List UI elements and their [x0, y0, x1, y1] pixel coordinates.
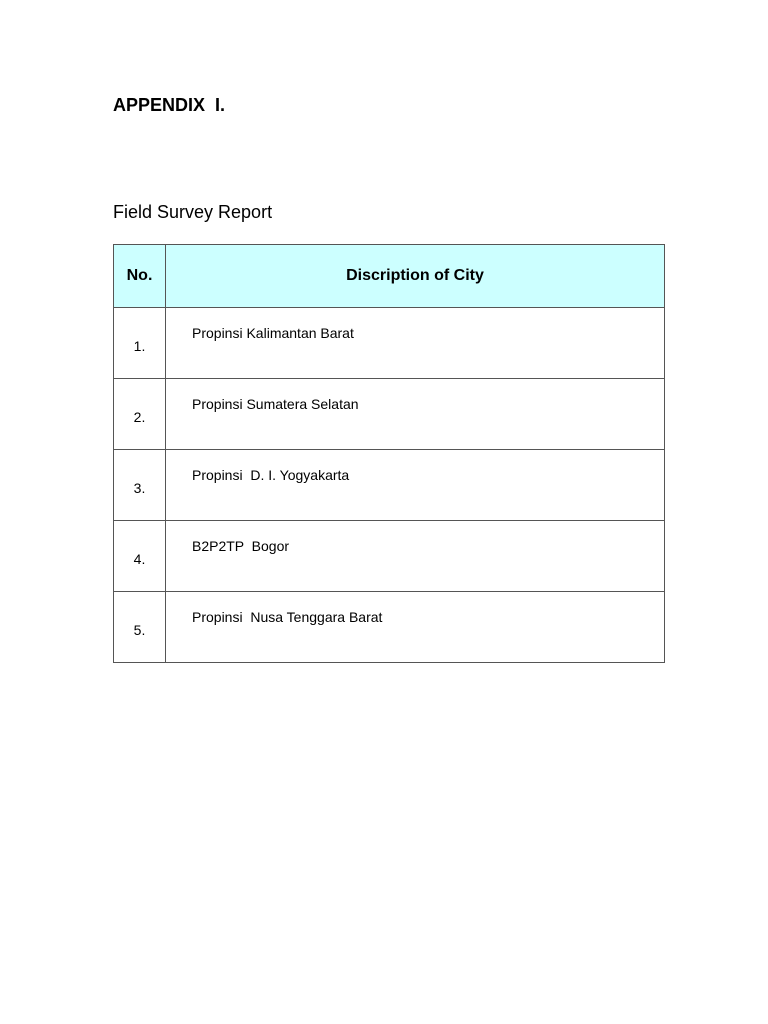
row-number: 5.: [114, 592, 166, 663]
table-row: [114, 379, 665, 450]
row-description: Propinsi Nusa Tenggara Barat: [166, 592, 665, 663]
table-header: [114, 245, 665, 308]
appendix-heading: APPENDIX I.: [113, 95, 226, 115]
table-row: [114, 450, 665, 521]
row-description: Propinsi Kalimantan Barat: [166, 308, 665, 379]
table-header-row: [114, 245, 665, 308]
table-row: [114, 592, 665, 663]
table-row: [114, 308, 665, 379]
row-number: 1.: [114, 308, 166, 379]
survey-table: [113, 244, 665, 663]
row-description: Propinsi Sumatera Selatan: [166, 379, 665, 450]
section-title: Field Survey Report: [113, 202, 273, 222]
row-description: Propinsi D. I. Yogyakarta: [166, 450, 665, 521]
row-number: 4.: [114, 521, 166, 592]
row-description: B2P2TP Bogor: [166, 521, 665, 592]
table-row: [114, 521, 665, 592]
row-number: 2.: [114, 379, 166, 450]
table-body: [114, 308, 665, 663]
column-header-description: Discription of City: [166, 245, 665, 308]
row-number: 3.: [114, 450, 166, 521]
column-header-no: No.: [114, 245, 166, 308]
